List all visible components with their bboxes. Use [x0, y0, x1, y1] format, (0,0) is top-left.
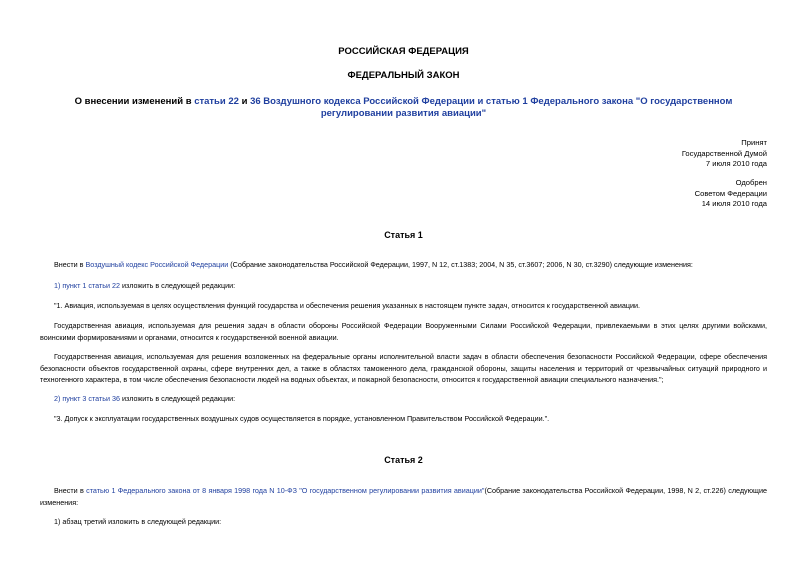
title-link-air-code-36[interactable]: 36 Воздушного кодекса Российской Федерации: [250, 96, 475, 107]
article-1-intro: [40, 259, 767, 271]
a1-intro-post: (Собрание законодательства Российской Федерации, 1997, N 12, ст.1383; 2004, N 35, ст.3607; 2006, N 30, ст.3290) следующие изменения:: [228, 260, 693, 269]
article-1-heading: Статья 1: [384, 230, 423, 240]
article-2-item-1: 1) абзац третий изложить в следующей редакции:: [54, 517, 222, 526]
article-2-heading: Статья 2: [384, 455, 423, 465]
article-1-para-2: Государственная авиация, используемая для решения задач в области обороны Российской Федерации Вооруженными Силами Российской Федерации, привлекаемыми в этих целях другими войсками, воинскими формированиями и органами, относится к государственной военной авиации.: [40, 321, 767, 342]
a1-intro-pre: Внести в: [54, 260, 86, 269]
adopted-by: Государственной Думой: [681, 148, 767, 158]
a1-item1-num: 1): [54, 281, 63, 290]
country-heading: РОССИЙСКАЯ ФЕДЕРАЦИЯ: [338, 46, 469, 57]
a1-item2-num: 2): [54, 394, 63, 403]
adopted-date: 7 июля 2010 года: [705, 159, 767, 168]
approved-label: Одобрен: [735, 178, 767, 187]
title-text-1: О внесении изменений в: [74, 96, 195, 107]
law-title: [40, 96, 767, 120]
approved-date: 14 июля 2010 года: [701, 199, 767, 208]
law-type-heading: ФЕДЕРАЛЬНЫЙ ЗАКОН: [347, 70, 460, 81]
approval-block: [567, 178, 767, 210]
title-text-2: и: [238, 96, 251, 107]
article-1-item-2: [40, 393, 767, 405]
a2-intro-post: (Собрание законодательства Российской Федерации, 1998, N 2, ст.226) следующие изменения:: [40, 486, 767, 507]
article-2-intro: [40, 485, 767, 508]
article-1-quote-2: "3. Допуск к эксплуатации государственных воздушных судов осуществляется в порядке, установленном Правительством Российской Федерации.".: [54, 414, 550, 423]
article-1-quote-1: "1. Авиация, используемая в целях осуществления функций государства и обеспечения решения указанных в настоящем пункте задач, относится к государственной авиации.: [54, 301, 641, 310]
aviation-law-link[interactable]: статью 1 Федерального закона от 8 января 1998 года N 10-ФЗ "О государственном регулировании развития авиации": [86, 486, 485, 495]
a1-item2-post: изложить в следующей редакции:: [120, 394, 236, 403]
a2-intro-pre: Внести в: [54, 486, 87, 495]
adopted-label: Принят: [741, 138, 767, 147]
article-1-item-1: [40, 280, 767, 292]
adoption-block: [567, 138, 767, 170]
air-code-link[interactable]: Воздушный кодекс Российской Федерации: [85, 260, 229, 269]
article-36-point-3-link[interactable]: пункт 3 статьи 36: [62, 394, 121, 403]
article-1-para-3: Государственная авиация, используемая для решения возложенных на федеральные органы исполнительной власти задач в области обеспечения безопасности Российской Федерации, сфере обеспечения безопасности объектов государственной охраны, сфере внутренних дел, а также в областях таможенного дела, гражданской обороны, защиты населения и территорий от чрезвычайных ситуаций природного и техногенного характера, в том числе обеспечения безопасности людей на водных объектах, и пожарной безопасности, относится к государственной авиации специального назначения.";: [40, 352, 767, 384]
a1-item1-post: изложить в следующей редакции:: [120, 281, 236, 290]
article-22-point-1-link[interactable]: пункт 1 статьи 22: [62, 281, 121, 290]
title-link-article-22[interactable]: статьи 22: [194, 96, 239, 107]
approved-by: Советом Федерации: [694, 188, 767, 198]
title-text-3: и статью 1 Федерального закона "О государственном регулировании развития авиации": [320, 96, 733, 119]
